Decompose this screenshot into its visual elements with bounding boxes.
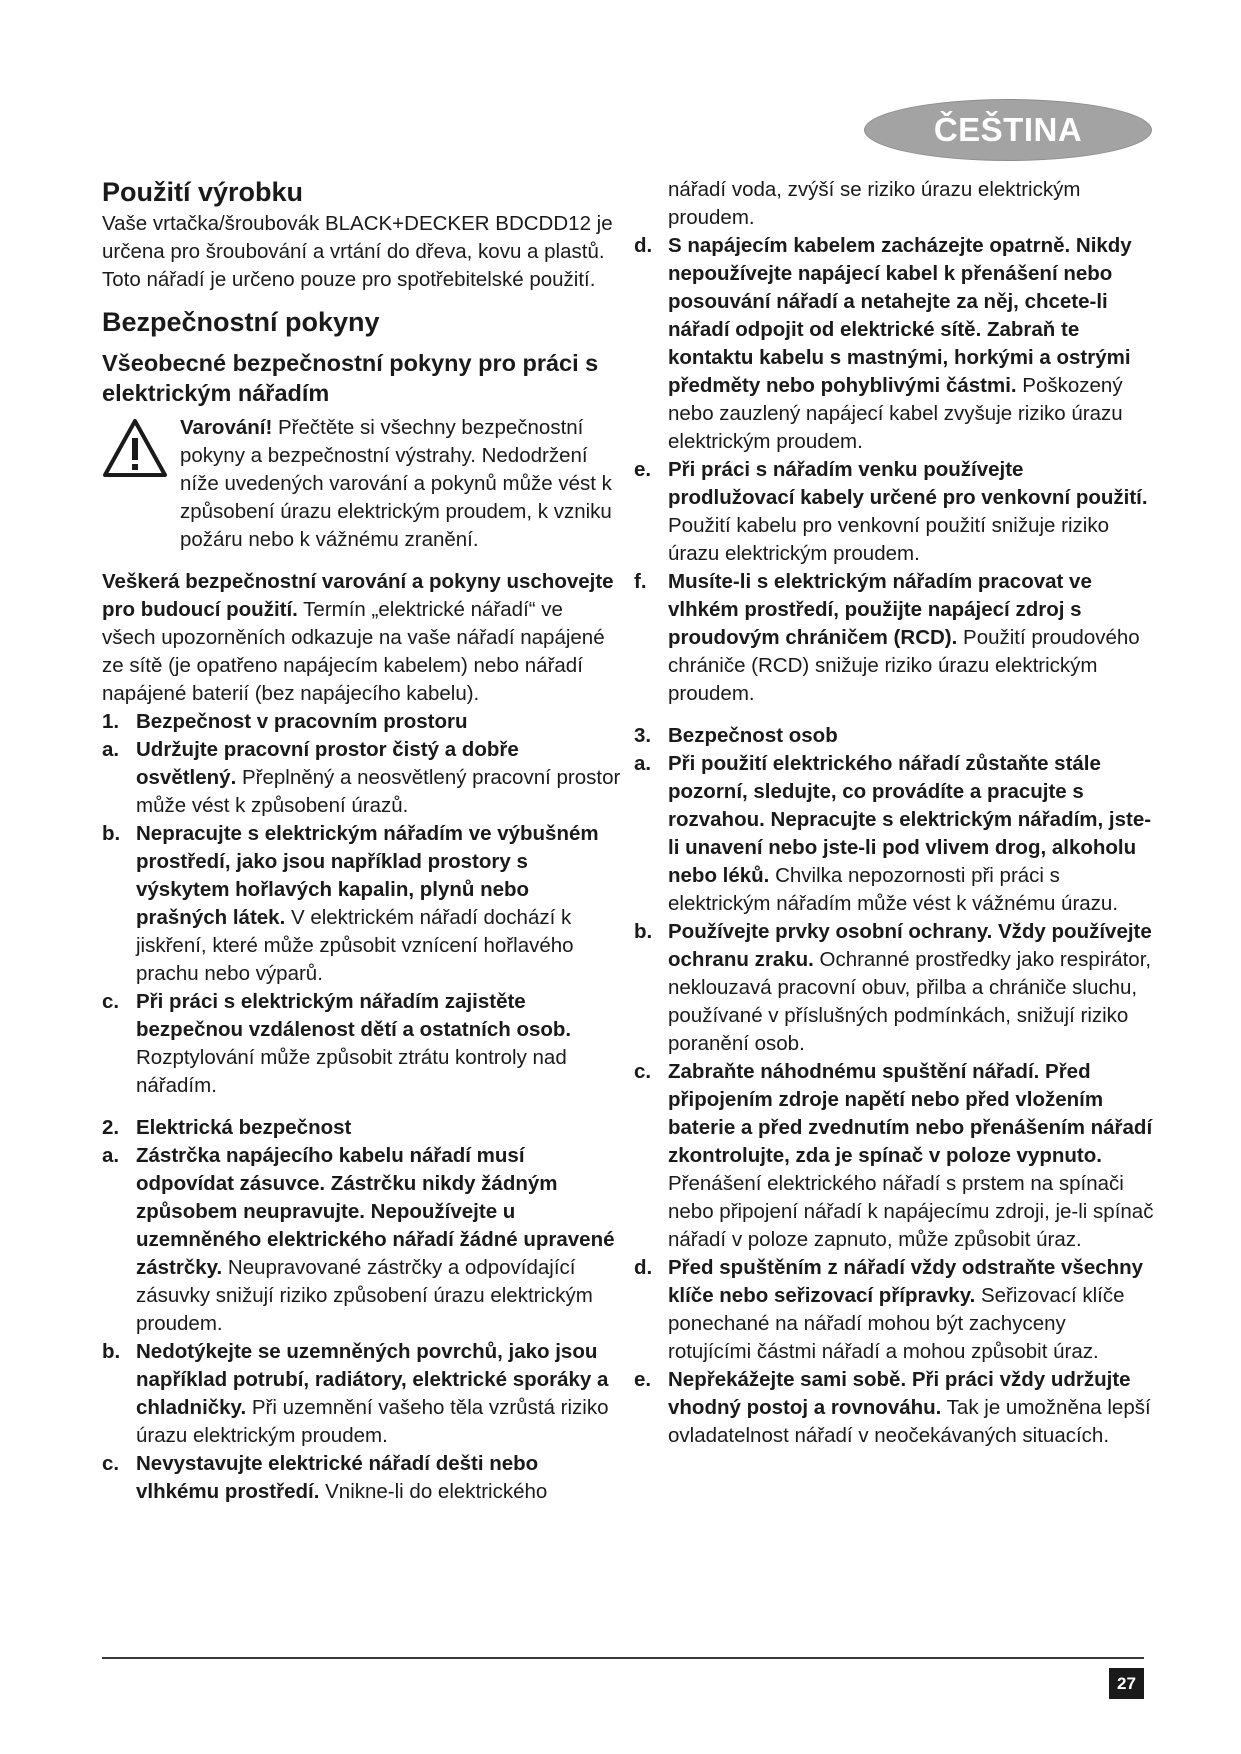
item-bold: Musíte-li s elektrickým nářadím pracovat ve vlhkém prostředí, použijte napájecí zdroj s proudovým chráničem (RCD). [668, 570, 1092, 649]
item-bold: Při práci s elektrickým nářadím zajistěte bezpečnou vzdálenost dětí a ostatních osob. [136, 990, 572, 1041]
item-label: d. [634, 234, 653, 257]
item-label: c. [634, 1060, 652, 1083]
warning-block [102, 414, 622, 554]
item-body: Použití kabelu pro venkovní použití snižuje riziko úrazu elektrickým proudem. [668, 514, 1109, 565]
item-body: Neupravované zástrčky a odpovídající zásuvky snižují riziko způsobení úrazu elektrickým proudem. [136, 1256, 593, 1335]
item-label: b. [634, 920, 653, 943]
list-item [634, 918, 1154, 1058]
left-column [102, 176, 622, 1506]
item-bold: Nepřekážejte sami sobě. Při práci vždy udržujte vhodný postoj a rovnováhu. [668, 1368, 1131, 1419]
item-body: Přeplněný a neosvětlený pracovní prostor může vést k způsobení úrazů. [136, 766, 621, 817]
item-label: c. [102, 1452, 120, 1475]
list-item [634, 456, 1154, 568]
item-bold: Udržujte pracovní prostor čistý a dobře osvětlený. [136, 738, 519, 789]
section-number: 3. [634, 724, 652, 747]
item-text [136, 1142, 622, 1338]
general-safety-heading: Všeobecné bezpečnostní pokyny pro práci s elektrickým nářadím [102, 350, 599, 406]
language-tab: ČEŠTINA [864, 99, 1152, 161]
keep-instructions-text [102, 568, 622, 708]
item-body: Použití proudového chrániče (RCD) snižuje riziko úrazu elektrickým proudem. [668, 626, 1140, 705]
keep-instructions-body: Termín „elektrické nářadí“ ve všech upozorněních odkazuje na vaše nářadí napájené ze sítě (je opatřeno napájecím kabelem) nebo nářadí napájené baterií (bez napájecího kabelu). [102, 598, 605, 705]
item-body: Přenášení elektrického nářadí s prstem na spínači nebo připojení nářadí k napájecímu zdroji, je-li spínač nářadí v poloze zapnuto, může způsobit úraz. [668, 1172, 1154, 1251]
item-bold: Nepracujte s elektrickým nářadím ve výbušném prostředí, jako jsou například prostory s výskytem hořlavých kapalin, plynů nebo prašných látek. [136, 822, 599, 929]
item-bold: Nevystavujte elektrické nářadí dešti nebo vlhkému prostředí. [136, 1452, 539, 1503]
section-number: 1. [102, 710, 120, 733]
item-label: e. [634, 458, 652, 481]
item-bold: Nedotýkejte se uzemněných povrchů, jako jsou například potrubí, radiátory, elektrické sporáky a chladničky. [136, 1340, 609, 1419]
item-text [668, 918, 1154, 1058]
item-body: Rozptylování může způsobit ztrátu kontroly nad nářadím. [136, 1046, 567, 1097]
list-item [634, 232, 1154, 456]
item-body: Ochranné prostředky jako respirátor, neklouzavá pracovní obuv, přilba a chrániče sluchu, používané v příslušných podmínkách, snižují riziko poranění osob. [668, 948, 1152, 1055]
item-label: d. [634, 1256, 653, 1279]
item-label: b. [102, 1340, 121, 1363]
list-item [102, 988, 622, 1100]
item-text [136, 820, 622, 988]
section-1-heading [102, 708, 622, 736]
item-body: Seřizovací klíče ponechané na nářadí mohou být zachyceny rotujícími částmi nářadí a mohou způsobit úraz. [668, 1284, 1125, 1363]
section-title: Elektrická bezpečnost [136, 1116, 352, 1139]
item-text [136, 1338, 622, 1450]
item-label: a. [102, 738, 120, 761]
section-3-heading [634, 722, 1154, 750]
item-bold: Při použití elektrického nářadí zůstaňte stále pozorní, sledujte, co provádíte a pracujte s rozvahou. Nepracujte s elektrickým nářadím, jste-li unavení nebo jste-li pod vlivem drog, alkoholu nebo léků. [668, 752, 1152, 887]
item-bold: Zabraňte náhodnému spuštění nářadí. Před připojením zdroje napětí nebo před vložením baterie a před zvednutím nebo přenášením nářadí zkontrolujte, zda je spínač v poloze vypnuto. [668, 1060, 1153, 1167]
item-text [668, 1254, 1154, 1366]
item-bold: Používejte prvky osobní ochrany. Vždy používejte ochranu zraku. [668, 920, 1152, 971]
warning-label: Varování! [180, 416, 273, 439]
item-label: a. [634, 752, 652, 775]
section-title: Bezpečnost v pracovním prostoru [136, 710, 468, 733]
item-text [668, 456, 1154, 568]
item-body: Poškozený nebo zauzlený napájecí kabel zvyšuje riziko úrazu elektrickým proudem. [668, 374, 1123, 453]
item-label: c. [102, 990, 120, 1013]
section-title: Bezpečnost osob [668, 724, 838, 747]
item-text [136, 988, 622, 1100]
list-item [102, 736, 622, 820]
warning-body: Přečtěte si všechny bezpečnostní pokyny a bezpečnostní výstrahy. Nedodržení níže uvedených varování a pokynů může vést k způsobení úrazu elektrickým proudem, k vzniku požáru nebo k vážnému zranění. [180, 416, 612, 551]
list-item [102, 1338, 622, 1450]
item-body: V elektrickém nářadí dochází k jiskření, které může způsobit vznícení hořlavého prachu nebo výparů. [136, 906, 574, 985]
item-text [668, 568, 1154, 708]
section-2-heading [102, 1114, 622, 1142]
product-use-text: Vaše vrtačka/šroubovák BLACK+DECKER BDCDD12 je určena pro šroubování a vrtání do dřeva, kovu a plastů. Toto nářadí je určeno pouze pro spotřebitelské použití. [102, 212, 613, 291]
item-label: b. [102, 822, 121, 845]
item-label: f. [634, 570, 647, 593]
list-item [102, 820, 622, 988]
item-text [136, 736, 622, 820]
product-use-heading: Použití výrobku [102, 177, 304, 207]
list-item [634, 1058, 1154, 1254]
item-text [668, 232, 1154, 456]
item-text [668, 1058, 1154, 1254]
list-item [634, 1254, 1154, 1366]
safety-heading: Bezpečnostní pokyny [102, 307, 380, 337]
item-bold: Před spuštěním z nářadí vždy odstraňte všechny klíče nebo seřizovací přípravky. [668, 1256, 1144, 1307]
item-label: a. [102, 1144, 120, 1167]
list-item [634, 568, 1154, 708]
item-text [668, 1366, 1154, 1450]
warning-text [180, 414, 622, 554]
warning-triangle-icon [102, 418, 168, 478]
list-item [634, 750, 1154, 918]
section-number: 2. [102, 1116, 120, 1139]
footer-divider [102, 1657, 1144, 1659]
continuation-body: nářadí voda, zvýší se riziko úrazu elektrickým proudem. [668, 178, 1081, 229]
item-text [668, 750, 1154, 918]
page-number: 27 [1109, 1668, 1144, 1699]
item-body: Tak je umožněna lepší ovladatelnost nářadí v neočekávaných situacích. [668, 1396, 1151, 1447]
item-bold: S napájecím kabelem zacházejte opatrně. Nikdy nepoužívejte napájecí kabel k přenášení nebo posouvání nářadí a netahejte za něj, chcete-li nářadí odpojit od elektrické sítě. Zabraň te kontaktu kabelu s mastnými, horkými a ostrými předměty nebo pohyblivými částmi. [668, 234, 1132, 397]
item-text [136, 1450, 622, 1506]
list-item [102, 1450, 622, 1506]
continuation-text [634, 176, 1154, 232]
right-column [634, 176, 1154, 1450]
list-item [102, 1142, 622, 1338]
item-body: Vnikne-li do elektrického [319, 1480, 548, 1503]
item-body: Při uzemnění vašeho těla vzrůstá riziko úrazu elektrickým proudem. [136, 1396, 609, 1447]
keep-instructions-bold: Veškerá bezpečnostní varování a pokyny uschovejte pro budoucí použití. [102, 570, 614, 621]
item-body: Chvilka nepozornosti při práci s elektrickým nářadím může vést k vážnému úrazu. [668, 864, 1119, 915]
list-item [634, 1366, 1154, 1450]
item-bold: Zástrčka napájecího kabelu nářadí musí odpovídat zásuvce. Zástrčku nikdy žádným způsobem neupravujte. Nepoužívejte u uzemněného elektrického nářadí žádné upravené zástrčky. [136, 1144, 615, 1279]
item-label: e. [634, 1368, 652, 1391]
item-bold: Při práci s nářadím venku používejte prodlužovací kabely určené pro venkovní použití. [668, 458, 1148, 509]
